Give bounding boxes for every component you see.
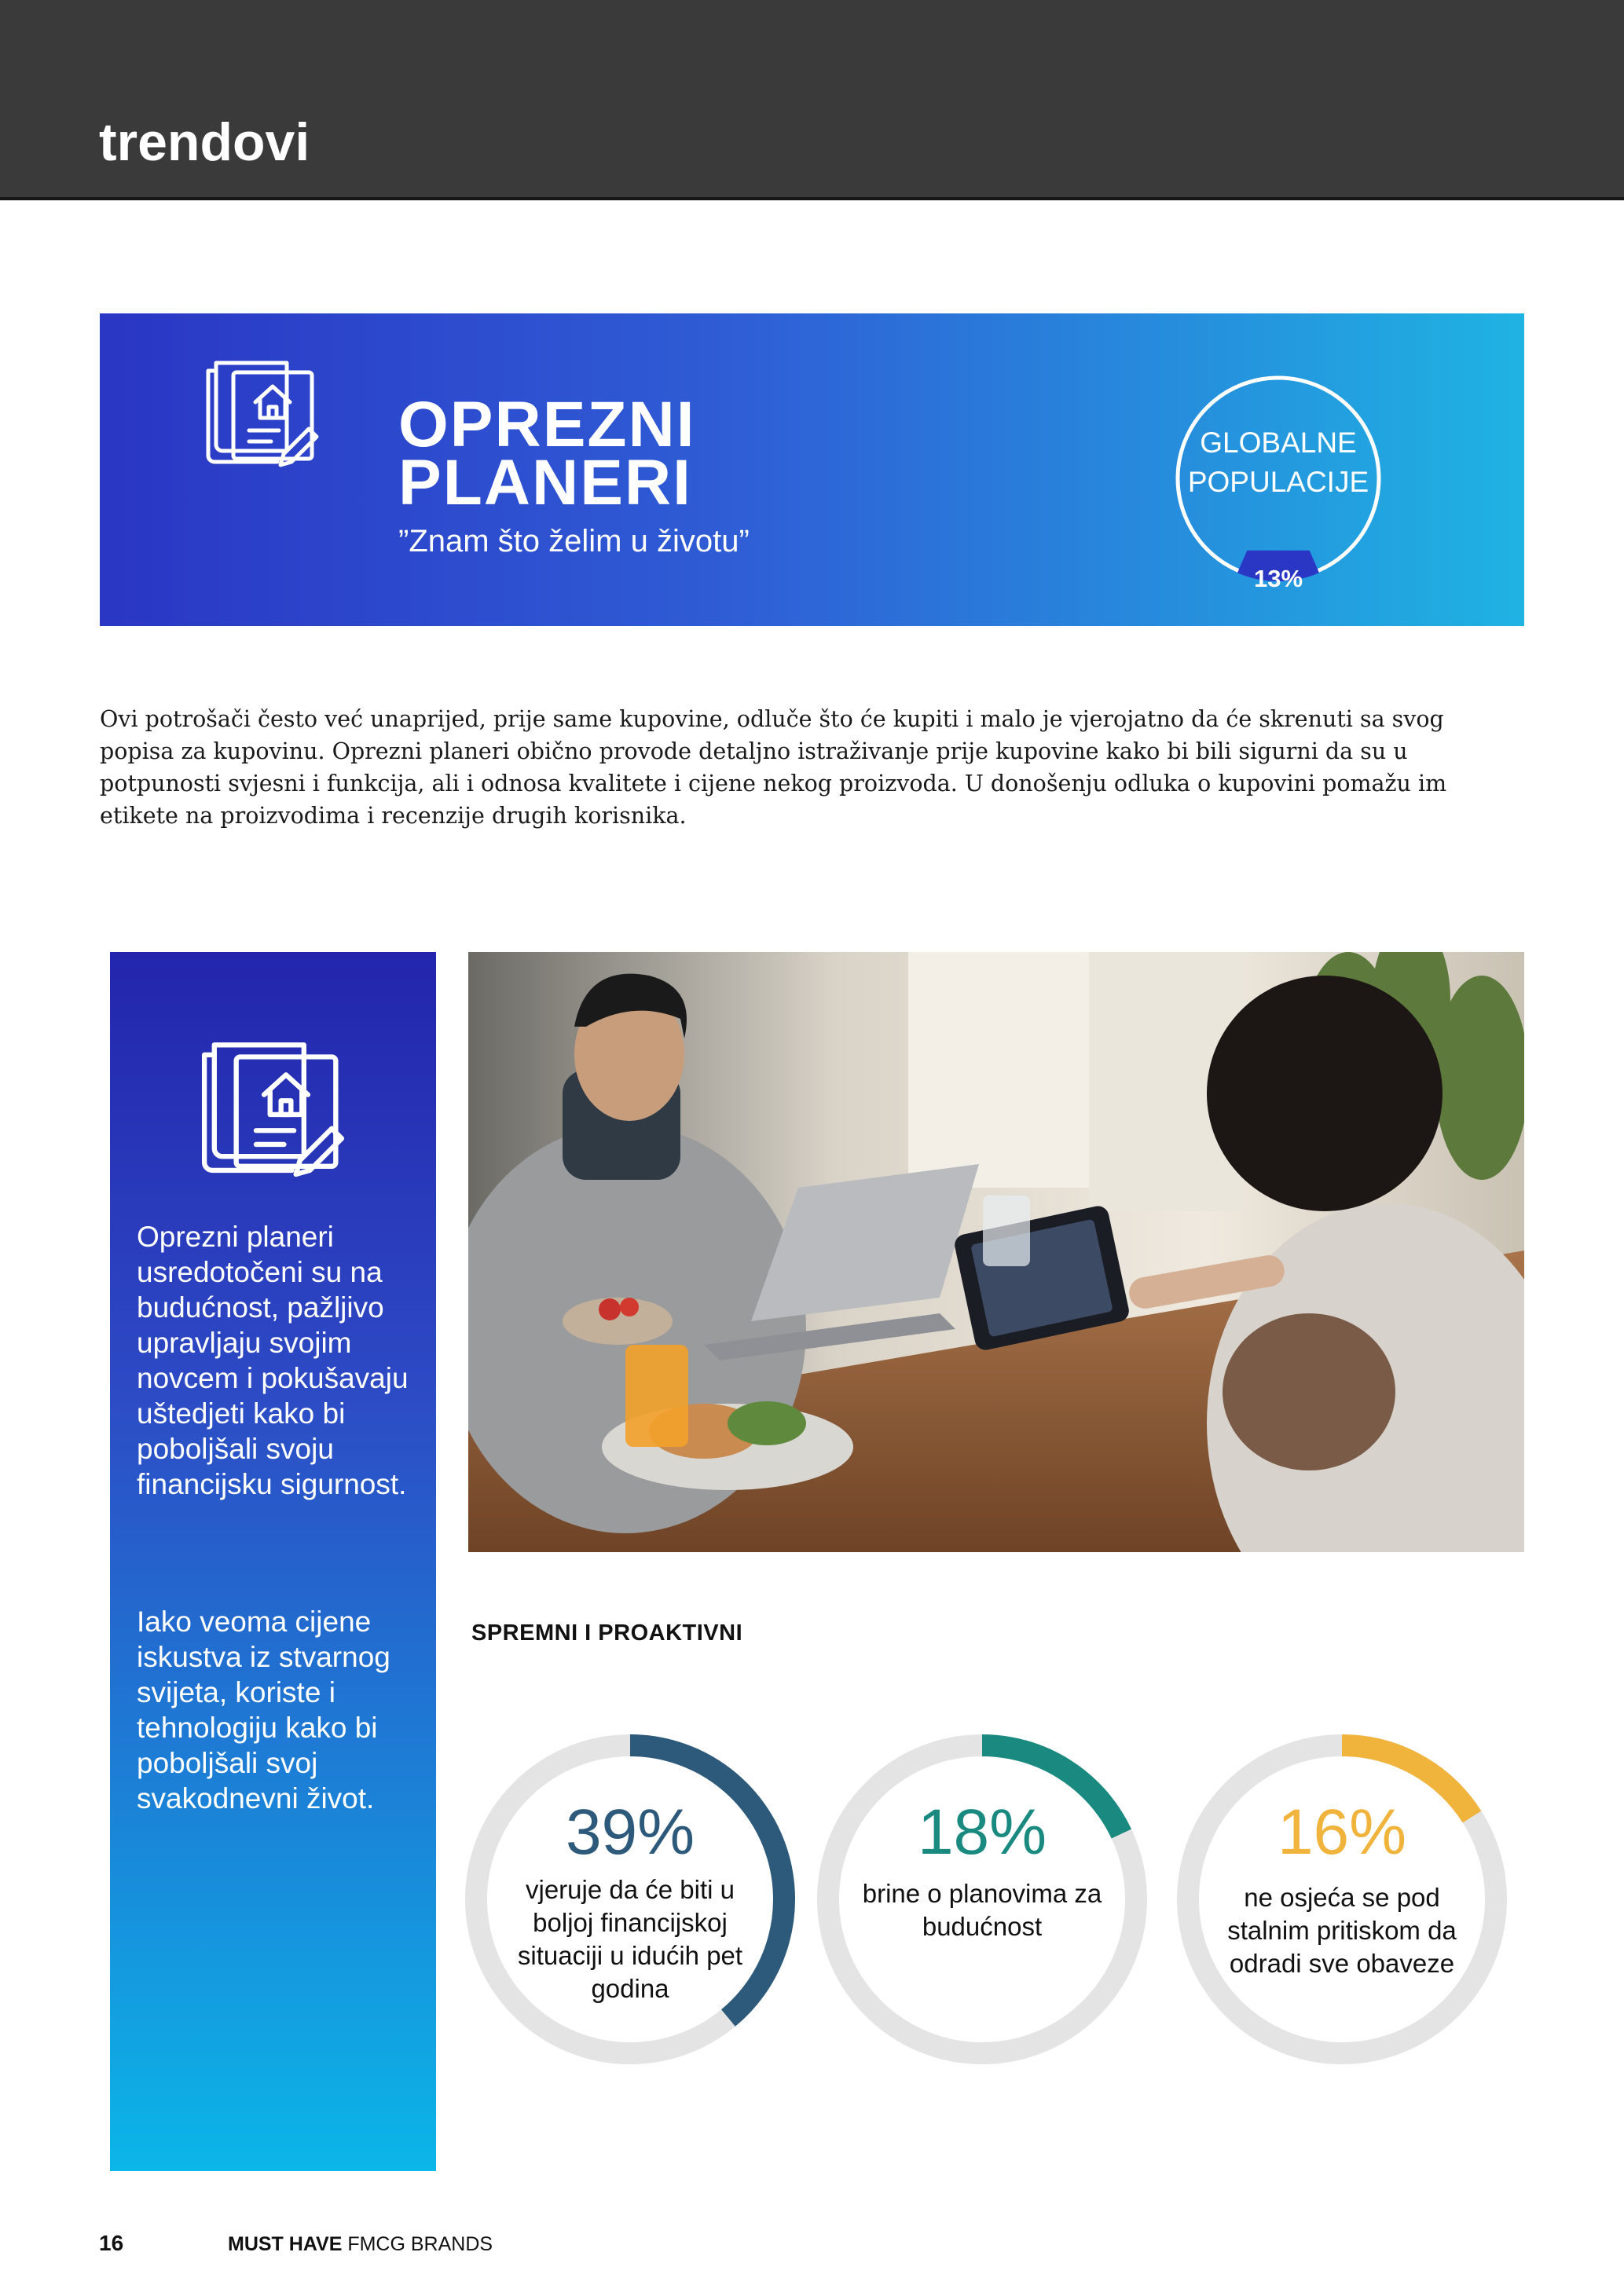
intro-paragraph: Ovi potrošači često već unaprijed, prije same kupovine, odluče što će kupiti i malo je vjerojatno da će skrenuti sa svog popisa za kupovinu. Oprezni planeri obično provode detaljno istraživanje prije kupovine kako bi bili sigurni da su u potpunosti svjesni i funkcija, ali i odnosa kvalitete i cijene nekog proizvoda. U donošenju odluka o kupovini pomažu im etikete na proizvodima i recenzije drugih korisnika. (100, 706, 1447, 829)
ring-label-line-2: POPULACIJE (1187, 466, 1369, 498)
stat-description: brine o planovima za budućnost (862, 1879, 1102, 1941)
footer-brand (228, 2233, 493, 2256)
document-house-pencil-icon (196, 1031, 346, 1188)
population-ring-label (1153, 423, 1404, 502)
footer-brand-bold: MUST HAVE (228, 2233, 343, 2255)
hero-title-line-2: PLANERI (398, 447, 692, 518)
page-number: 16 (99, 2231, 124, 2255)
stats-heading: SPREMNI I PROAKTIVNI (471, 1620, 743, 1646)
photo-couple-with-laptop-and-tablet (468, 952, 1524, 1552)
ring-label-line-1: GLOBALNE (1200, 427, 1357, 459)
stat-description: vjeruje da će biti u boljoj financijskoj situaciji u idućih pet godina (517, 1875, 743, 2003)
stat-value: 16% (1277, 1796, 1407, 1868)
stat-donut-3 (1171, 1728, 1513, 2071)
stat-value: 39% (565, 1796, 695, 1868)
footer-brand-rest: FMCG BRANDS (342, 2233, 493, 2255)
hero-title-line-1: OPREZNI (398, 389, 696, 460)
hero-quote: ”Znam što želim u životu” (398, 524, 750, 558)
section-title: trendovi (99, 112, 310, 172)
side-text-1: Oprezni planeri usredotočeni su na budućnost, pažljivo upravljaju svojim novcem i pokušavaju uštedjeti kako bi poboljšali svoju financijsku sigurnost. (137, 1221, 409, 1500)
hero-title (398, 389, 696, 518)
stat-value: 18% (917, 1796, 1047, 1868)
stat-description: ne osjeća se pod stalnim pritiskom da odradi sve obaveze (1227, 1883, 1457, 1978)
stat-donut-2 (811, 1728, 1153, 2071)
population-ring-value: 13% (1253, 565, 1303, 592)
document-house-pencil-icon (202, 357, 320, 471)
header-bar (0, 0, 1624, 200)
side-panel (110, 952, 436, 2171)
side-text-2: Iako veoma cijene iskustva iz stvarnog svijeta, koriste i tehnologiju kako bi poboljšali svoj svakodnevni život. (137, 1606, 390, 1814)
hero-banner (100, 313, 1524, 626)
stat-donut-1 (459, 1728, 801, 2071)
